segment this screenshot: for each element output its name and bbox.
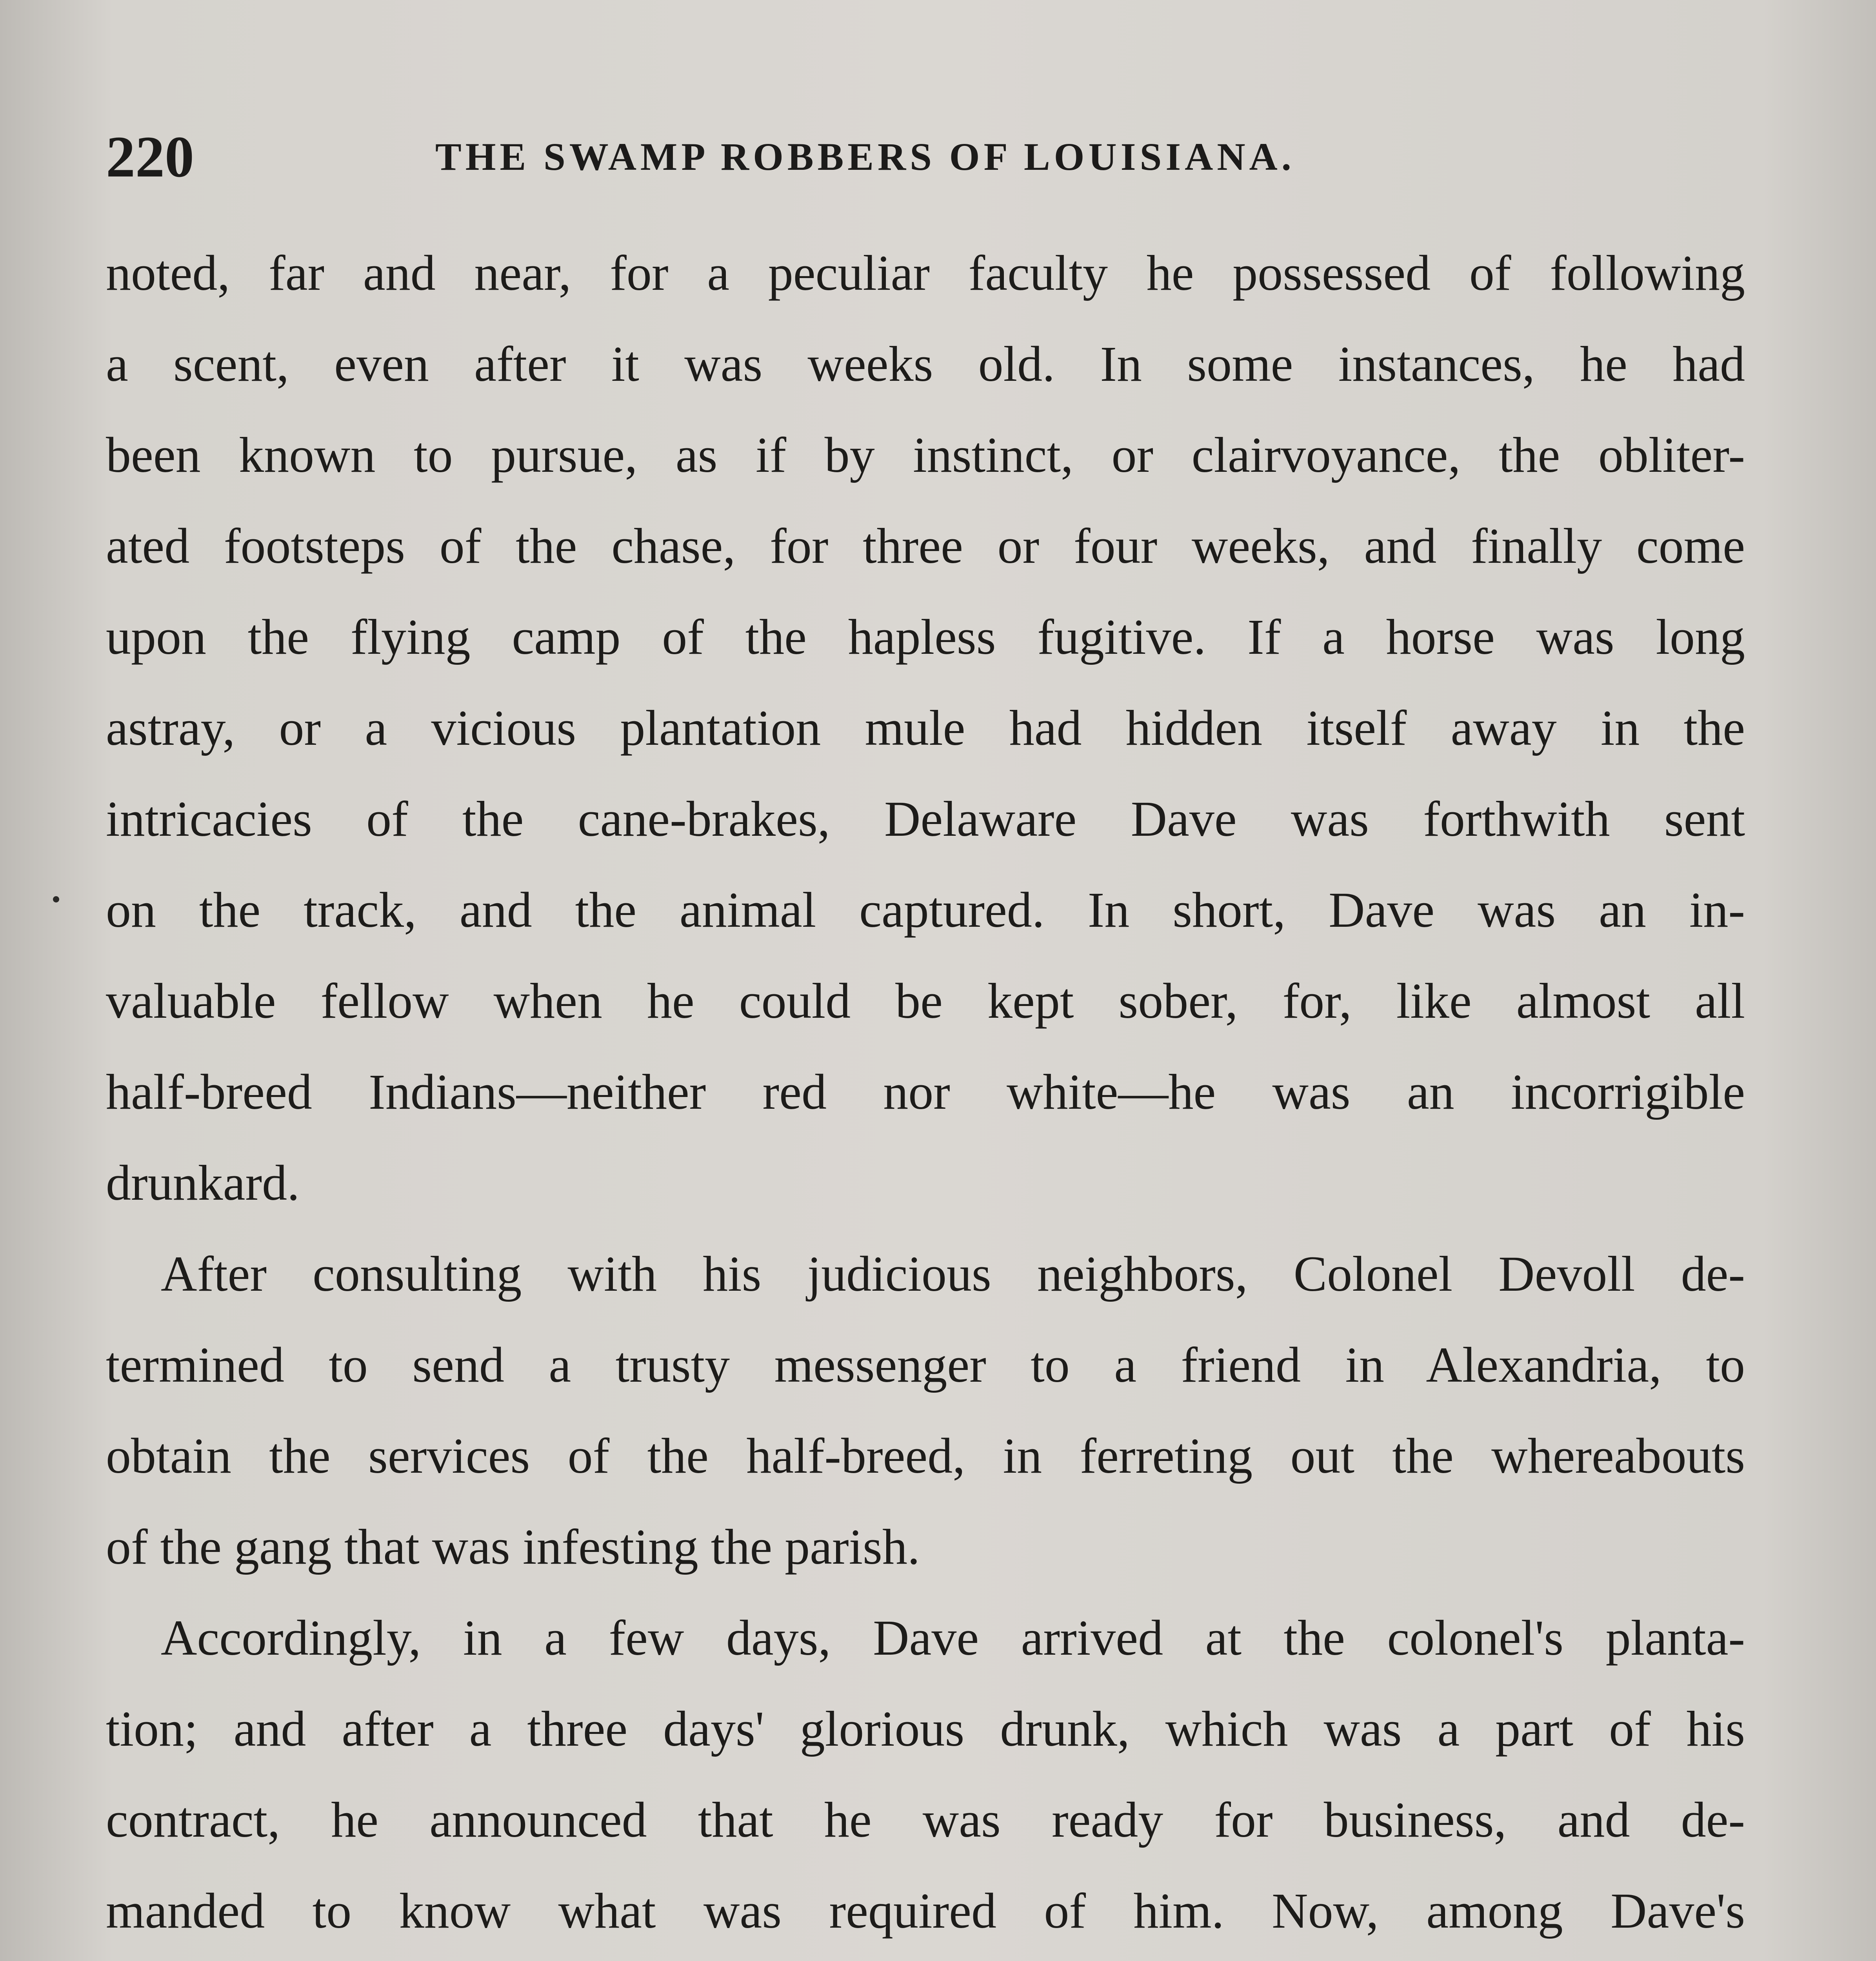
text-line: drunkard.	[106, 1155, 300, 1211]
page-number: 220	[106, 124, 194, 189]
text-line: Accordingly, in a few days, Dave arrived at the colonel's planta-	[161, 1610, 1745, 1666]
text-line: contract, he announced that he was ready for business, and de-	[106, 1792, 1745, 1848]
text-line: a scent, even after it was weeks old. In some instances, he had	[106, 336, 1745, 392]
text-line: ated footsteps of the chase, for three or four weeks, and finally come	[106, 518, 1745, 574]
text-line: After consulting with his judicious neighbors, Colonel Devoll de-	[161, 1246, 1745, 1302]
text-line	[106, 1956, 1745, 1961]
text-line: valuable fellow when he could be kept sober, for, like almost all	[106, 973, 1745, 1029]
text-line: noted, far and near, for a peculiar faculty he possessed of following	[106, 245, 1745, 301]
body-text	[106, 227, 1745, 1961]
text-line: on the track, and the animal captured. In short, Dave was an in-	[106, 882, 1745, 938]
print-speck	[53, 896, 59, 902]
text-line: half-breed Indians—neither red nor white—he was an incorrigible	[106, 1064, 1745, 1120]
text-line: manded to know what was required of him. Now, among Dave's	[106, 1883, 1745, 1939]
page-header	[106, 118, 1733, 196]
text-line: upon the flying camp of the hapless fugitive. If a horse was long	[106, 609, 1745, 665]
running-head: THE SWAMP ROBBERS OF LOUISIANA.	[435, 135, 1295, 178]
text-line: tion; and after a three days' glorious drunk, which was a part of his	[106, 1701, 1745, 1757]
text-line: termined to send a trusty messenger to a friend in Alexandria, to	[106, 1337, 1745, 1393]
text-line: obtain the services of the half-breed, in ferreting out the whereabouts	[106, 1428, 1745, 1484]
text-line: intricacies of the cane-brakes, Delaware Dave was forthwith sent	[106, 791, 1745, 847]
text-line: of the gang that was infesting the parish.	[106, 1519, 920, 1575]
text-line: been known to pursue, as if by instinct, or clairvoyance, the obliter-	[106, 427, 1745, 483]
text-line: astray, or a vicious plantation mule had hidden itself away in the	[106, 700, 1745, 756]
